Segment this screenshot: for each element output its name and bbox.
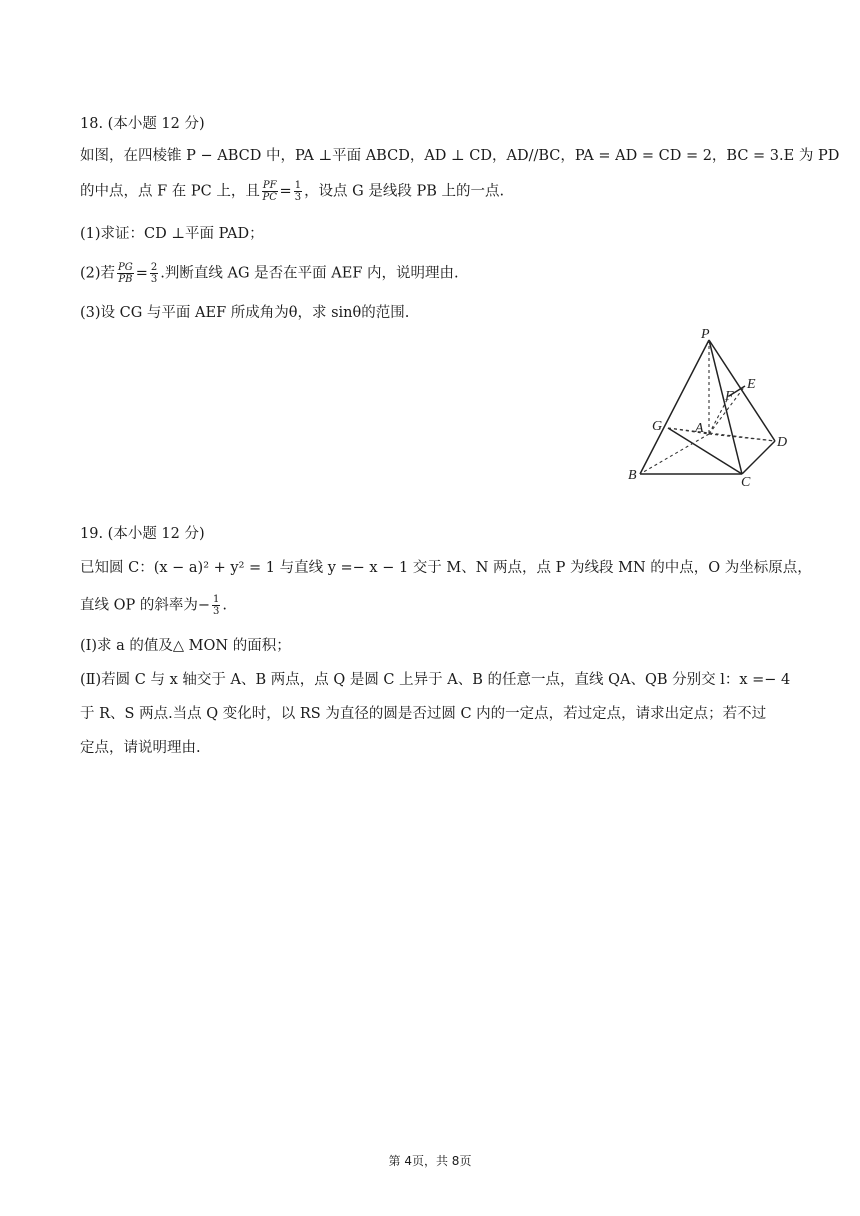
fraction-pg-pb: $\frac{PG}{PB}$: [118, 262, 133, 285]
label-g: G: [652, 419, 663, 434]
label-b: B: [628, 468, 637, 483]
page-footer: 第 4页，共 8页: [388, 1154, 472, 1168]
label-f: F: [725, 389, 734, 404]
label-d: D: [777, 435, 788, 450]
q19-header: 19. (本小题 12 分): [80, 526, 205, 542]
q19-part2-line1: (Ⅱ)若圆 C 与 x 轴交于 A、B 两点，点 Q 是圆 C 上异于 A、B 的任意一点，直线 QA、QB 分别交 l：x =− 4: [80, 672, 791, 688]
fraction-one-third: $\frac{1}{3}$: [294, 180, 302, 203]
q19-line1: 已知圆 C：(x − a)² + y² = 1 与直线 y =− x − 1 交于 M、N 两点，点 P 为线段 MN 的中点，O 为坐标原点，: [80, 560, 812, 576]
q19-line2: 直线 OP 的斜率为− $\frac{1}{3}$ .: [80, 594, 227, 617]
q18-line2-text-b: ，设点 G 是线段 PB 上的一点.: [304, 183, 505, 200]
edge-pc: [709, 340, 742, 474]
q19-part2-line2: 于 R、S 两点.当点 Q 变化时，以 RS 为直径的圆是否过圆 C 内的一定点，若过定点，请求出定点；若不过: [80, 706, 767, 722]
label-e: E: [747, 377, 756, 392]
pyramid-figure: [625, 324, 795, 489]
q18-part2: (2)若 $\frac{PG}{PB}$ = $\frac{2}{3}$ .判断直线 AG 是否在平面 AEF 内，说明理由.: [80, 262, 459, 285]
q18-header: 18. (本小题 12 分): [80, 116, 205, 132]
q19-part1: (Ⅰ)求 a 的值及△ MON 的面积；: [80, 638, 291, 654]
label-p: P: [701, 327, 710, 342]
q18-line2: 的中点，点 F 在 PC 上，且 $\frac{PF}{PC}$ = $\frac{1}{3}$ ，设点 G 是线段 PB 上的一点.: [80, 180, 505, 203]
q19-part2-line3: 定点，请说明理由.: [80, 740, 201, 756]
segment-gc: [668, 428, 742, 474]
q18-line1: 如图，在四棱锥 P − ABCD 中，PA ⊥平面 ABCD，AD ⊥ CD，AD//BC，PA = AD = CD = 2，BC = 3.E 为 PD: [80, 148, 840, 164]
q18-line2-text-a: 的中点，点 F 在 PC 上，且: [80, 183, 260, 200]
label-a: A: [695, 421, 704, 436]
fraction-pf-pc: $\frac{PF}{PC}$: [262, 180, 277, 203]
q18-part3: (3)设 CG 与平面 AEF 所成角为θ，求 sinθ的范围.: [80, 305, 410, 321]
fraction-two-thirds: $\frac{2}{3}$: [150, 262, 158, 285]
label-c: C: [741, 475, 751, 489]
q18-part1: (1)求证：CD ⊥平面 PAD；: [80, 226, 264, 242]
segment-gd: [668, 428, 775, 441]
edge-cd: [742, 441, 775, 474]
edge-pb: [640, 340, 709, 474]
fraction-one-third: $\frac{1}{3}$: [213, 594, 220, 617]
